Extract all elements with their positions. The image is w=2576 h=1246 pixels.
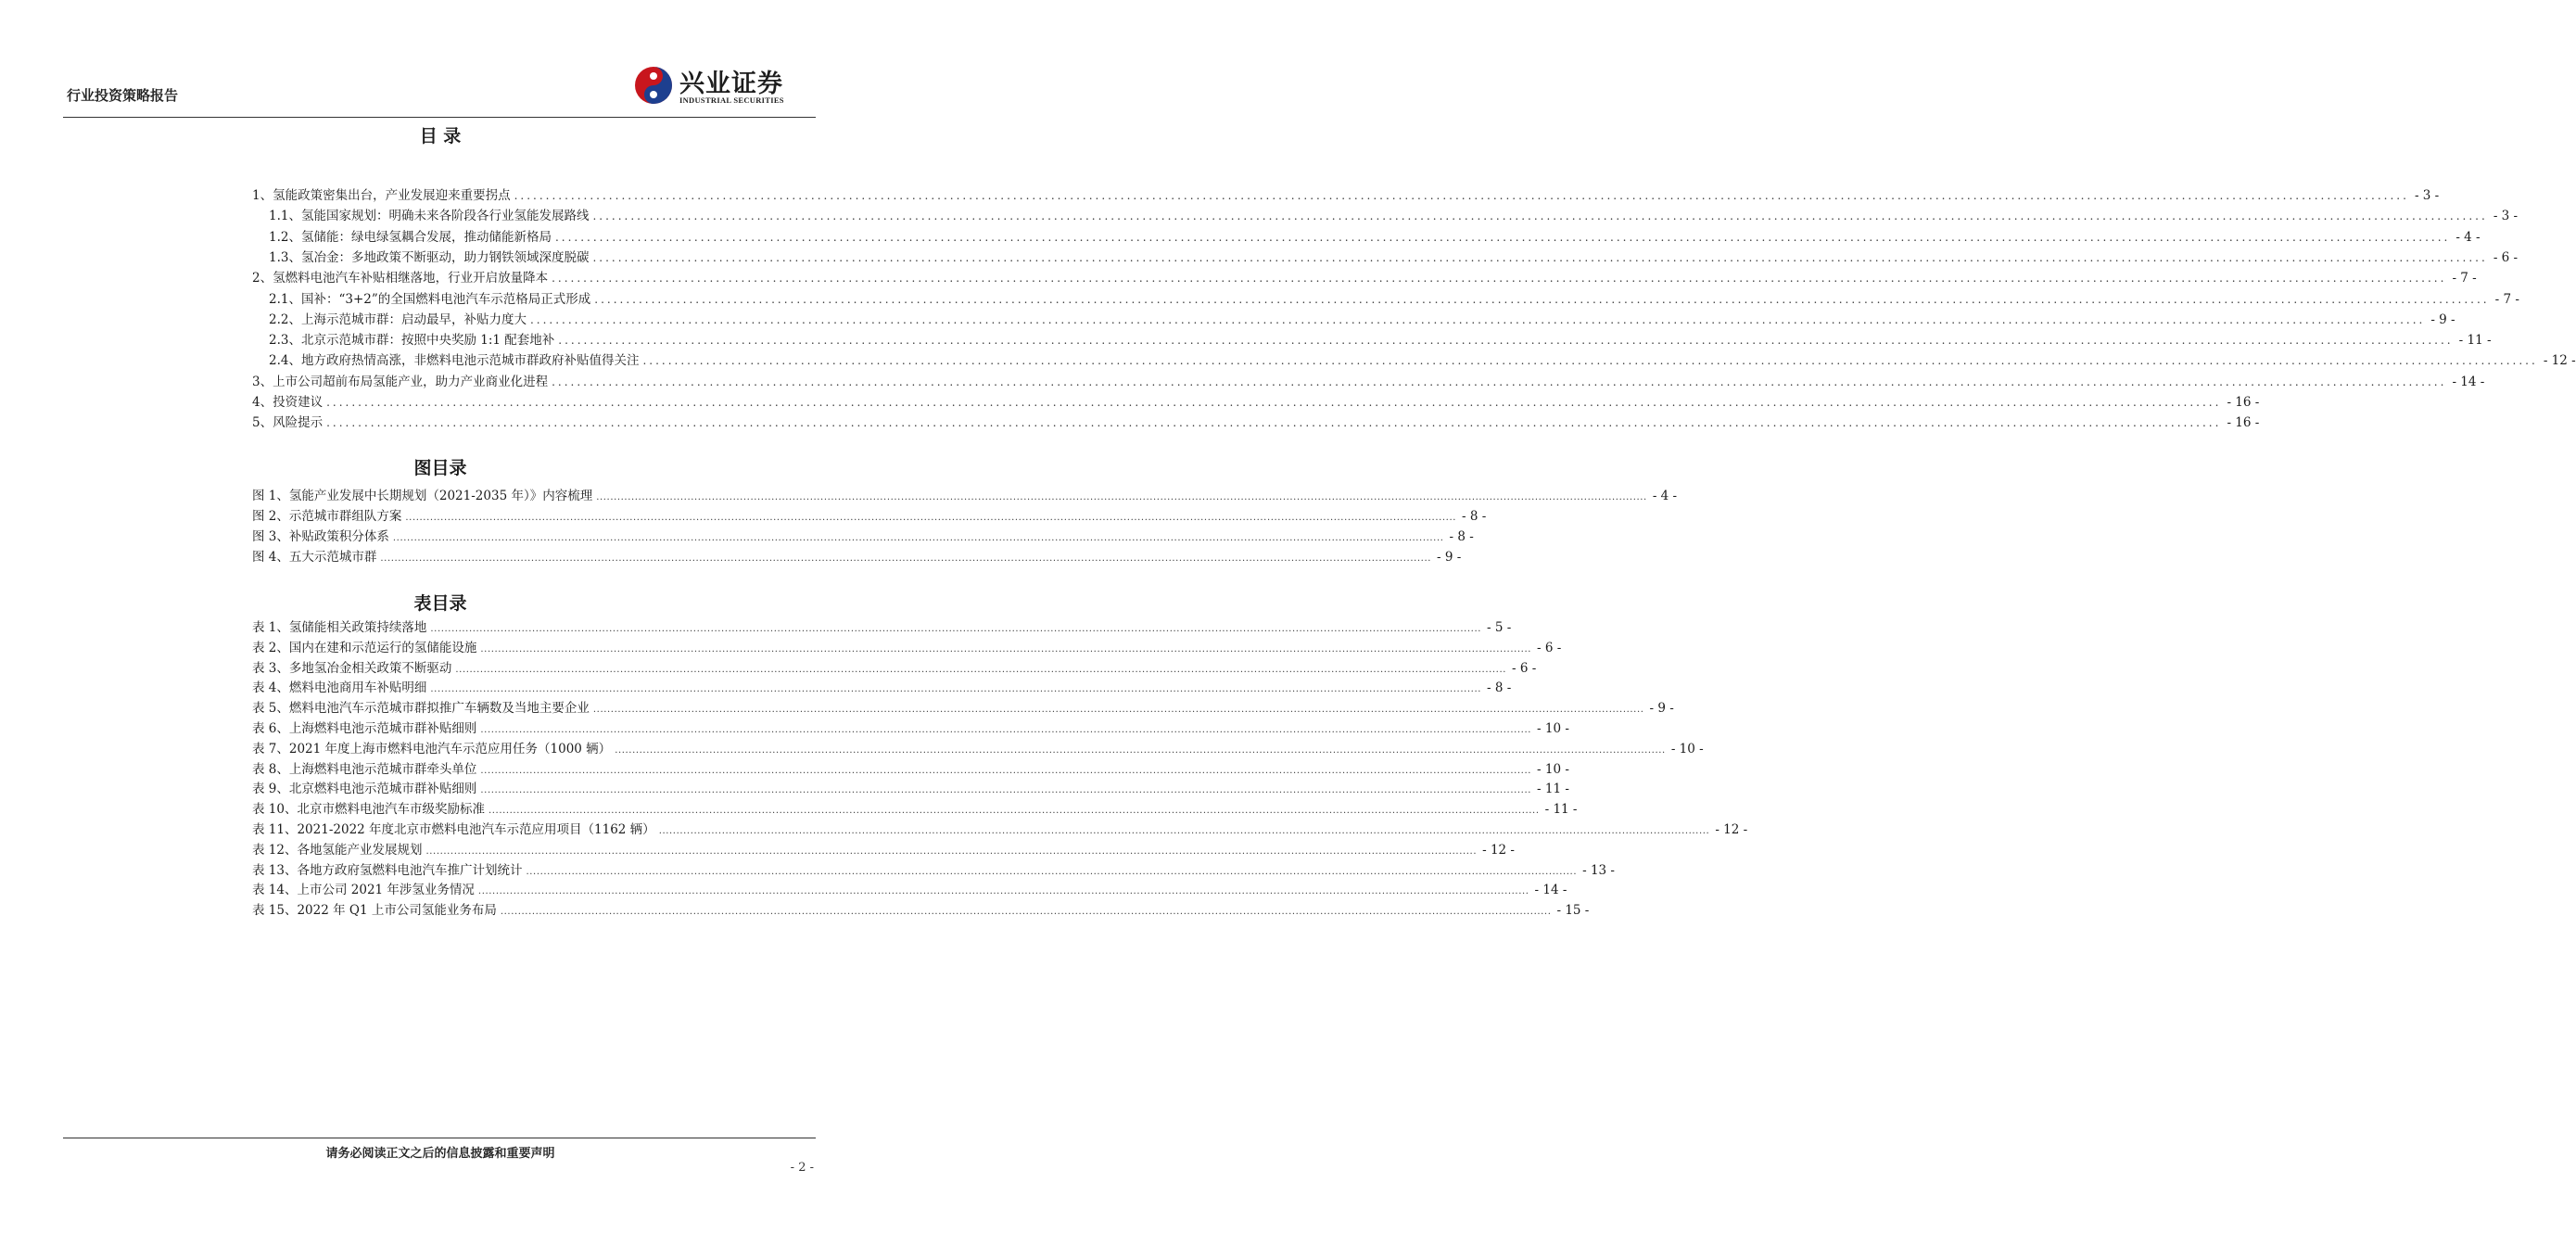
table-entry-page: - 10 -	[1670, 741, 1704, 756]
table-entry[interactable]	[252, 840, 1515, 860]
table-entry-page: - 11 -	[1544, 802, 1578, 818]
toc-entry[interactable]	[269, 227, 2481, 248]
table-entry-page: - 14 -	[1534, 883, 1567, 898]
dot-leader: ............................................................................................................................................................................................................................................................................................................	[552, 375, 2447, 388]
figure-entry[interactable]	[252, 486, 1678, 506]
figure-entry-label: 图 3、补贴政策积分体系	[252, 529, 389, 544]
dot-leader: ............................................................................................................................................................................................................................................................................................................	[380, 553, 1432, 564]
dot-leader: ............................................................................................................................................................................................................................................................................................................	[642, 354, 2538, 368]
table-entry-label: 表 4、燃料电池商用车补贴明细	[252, 680, 427, 696]
dot-leader: ............................................................................................................................................................................................................................................................................................................	[552, 272, 2447, 286]
toc-entry[interactable]	[252, 268, 2477, 288]
figure-entry-label: 图 1、氢能产业发展中长期规划（2021-2035 年）》内容梳理	[252, 489, 593, 503]
toc-entry-label: 1.3、氢冶金：多地政策不断驱动，助力钢铁领域深度脱碳	[269, 249, 590, 265]
table-entry-label: 表 15、2022 年 Q1 上市公司氢能业务布局	[252, 903, 497, 919]
table-entry-page: - 10 -	[1537, 761, 1569, 777]
table-entry-label: 表 8、上海燃料电池示范城市群牵头单位	[252, 761, 477, 777]
dot-leader: ............................................................................................................................................................................................................................................................................................................	[488, 806, 1540, 817]
table-entry[interactable]	[252, 617, 1512, 638]
toc-entry-label: 5、风险提示	[252, 415, 324, 431]
dot-leader: ............................................................................................................................................................................................................................................................................................................	[392, 533, 1444, 543]
toc-entry[interactable]	[269, 350, 2576, 371]
toc-entry[interactable]	[252, 372, 2485, 392]
table-entry-label: 表 5、燃料电池汽车示范城市群拟推广车辆数及当地主要企业	[252, 701, 590, 717]
table-entry[interactable]	[252, 739, 1704, 759]
table-entry[interactable]	[252, 880, 1567, 900]
table-entry-page: - 10 -	[1537, 721, 1569, 736]
table-entry-page: - 13 -	[1582, 862, 1615, 878]
table-entry[interactable]	[252, 779, 1569, 799]
toc-entry-label: 4、投资建议	[252, 395, 324, 410]
toc-entry[interactable]	[252, 392, 2260, 413]
dot-leader: ............................................................................................................................................................................................................................................................................................................	[480, 725, 1532, 735]
dot-leader: ............................................................................................................................................................................................................................................................................................................	[594, 292, 2490, 306]
table-entry-page: - 11 -	[1537, 782, 1569, 797]
table-entry[interactable]	[252, 718, 1569, 739]
toc-entry[interactable]	[269, 206, 2519, 226]
toc-entry-page: - 7 -	[2494, 291, 2519, 307]
toc-entry[interactable]	[269, 248, 2519, 268]
dot-leader: ............................................................................................................................................................................................................................................................................................................	[554, 230, 2451, 244]
toc-entry-page: - 9 -	[2430, 312, 2455, 327]
dot-leader: ............................................................................................................................................................................................................................................................................................................	[480, 765, 1532, 776]
dot-leader: ............................................................................................................................................................................................................................................................................................................	[326, 416, 2222, 430]
toc-entry-label: 2.1、国补：“3+2”的全国燃料电池汽车示范格局正式形成	[269, 291, 591, 307]
toc-entry-label: 1.1、氢能国家规划：明确未来各阶段各行业氢能发展路线	[269, 209, 590, 224]
toc-entry-page: - 14 -	[2452, 374, 2485, 389]
table-entry-page: - 8 -	[1487, 680, 1512, 696]
dot-leader: ............................................................................................................................................................................................................................................................................................................	[615, 744, 1666, 756]
toc-entry-label: 2、氢燃料电池汽车补贴相继落地，行业开启放量降本	[252, 271, 549, 286]
table-entry[interactable]	[252, 820, 1748, 840]
logo-chinese-name: 兴业证券	[679, 70, 783, 98]
table-entry-label: 表 2、国内在建和示范运行的氢储能设施	[252, 640, 477, 655]
table-entry[interactable]	[252, 759, 1569, 780]
table-entry[interactable]	[252, 900, 1590, 921]
table-entry-page: - 6 -	[1537, 640, 1562, 655]
header-divider	[63, 117, 816, 118]
dot-leader: ............................................................................................................................................................................................................................................................................................................	[455, 664, 1507, 675]
figure-entry[interactable]	[252, 506, 1487, 527]
footer-disclaimer: 请务必阅读正文之后的信息披露和重要声明	[325, 1147, 555, 1161]
table-entry-page: - 9 -	[1649, 701, 1674, 717]
dot-leader: ............................................................................................................................................................................................................................................................................................................	[430, 624, 1482, 634]
toc-entry-page: - 7 -	[2452, 271, 2477, 286]
dot-leader: ............................................................................................................................................................................................................................................................................................................	[500, 907, 1552, 918]
toc-entry[interactable]	[252, 185, 2440, 206]
toc-entry[interactable]	[269, 330, 2492, 350]
dot-leader: ............................................................................................................................................................................................................................................................................................................	[326, 396, 2222, 409]
figure-entry-label: 图 4、五大示范城市群	[252, 550, 377, 565]
table-entry-label: 表 1、氢储能相关政策持续落地	[252, 620, 427, 635]
dot-leader: ............................................................................................................................................................................................................................................................................................................	[592, 210, 2488, 223]
dot-leader: ............................................................................................................................................................................................................................................................................................................	[558, 334, 2454, 348]
table-entry[interactable]	[252, 658, 1537, 679]
toc-entry-label: 2.3、北京示范城市群：按照中央奖励 1:1 配套地补	[269, 333, 555, 349]
dot-leader: ............................................................................................................................................................................................................................................................................................................	[477, 886, 1529, 897]
dot-leader: ............................................................................................................................................................................................................................................................................................................	[592, 250, 2488, 264]
toc-entry-page: - 12 -	[2543, 353, 2576, 369]
logo-mark-icon	[633, 65, 674, 106]
toc-entry[interactable]	[269, 310, 2455, 330]
dot-leader: ............................................................................................................................................................................................................................................................................................................	[430, 684, 1482, 695]
table-entry-page: - 12 -	[1715, 822, 1748, 837]
table-entry-page: - 12 -	[1482, 842, 1515, 858]
figure-entry-page: - 8 -	[1462, 509, 1487, 524]
toc-entry-page: - 3 -	[2493, 209, 2519, 224]
table-entry-label: 表 3、多地氢冶金相关政策不断驱动	[252, 660, 452, 676]
dot-leader: ............................................................................................................................................................................................................................................................................................................	[405, 513, 1457, 523]
table-entry[interactable]	[252, 799, 1578, 820]
table-entry-label: 表 11、2021-2022 年度北京市燃料电池汽车示范应用项目（1162 辆）	[252, 822, 655, 837]
table-entry-label: 表 7、2021 年度上海市燃料电池汽车示范应用任务（1000 辆）	[252, 741, 612, 756]
table-entry-label: 表 6、上海燃料电池示范城市群补贴细则	[252, 721, 477, 736]
company-logo	[633, 59, 818, 111]
table-entry[interactable]	[252, 638, 1562, 658]
figure-entry-label: 图 2、示范城市群组队方案	[252, 509, 402, 524]
table-entry[interactable]	[252, 678, 1512, 698]
logo-english-name: INDUSTRIAL SECURITIES	[679, 95, 784, 105]
toc-entry-page: - 6 -	[2493, 249, 2519, 265]
toc-entry-page: - 16 -	[2227, 395, 2260, 410]
toc-entry-label: 3、上市公司超前布局氢能产业，助力产业商业化进程	[252, 374, 549, 389]
table-list-title: 表目录	[413, 593, 467, 614]
toc-entry-label: 2.4、地方政府热情高涨，非燃料电池示范城市群政府补贴值得关注	[269, 353, 640, 369]
figure-entry-page: - 9 -	[1437, 550, 1462, 565]
table-entry-label: 表 10、北京市燃料电池汽车市级奖励标准	[252, 802, 485, 818]
dot-leader: ............................................................................................................................................................................................................................................................................................................	[480, 785, 1532, 796]
toc-entry-page: - 11 -	[2458, 333, 2492, 349]
dot-leader: ............................................................................................................................................................................................................................................................................................................	[514, 189, 2409, 202]
table-entry-page: - 5 -	[1487, 620, 1512, 635]
figure-entry[interactable]	[252, 527, 1474, 547]
table-entry-page: - 6 -	[1512, 660, 1537, 676]
table-entry-label: 表 9、北京燃料电池示范城市群补贴细则	[252, 782, 477, 797]
dot-leader: ............................................................................................................................................................................................................................................................................................................	[526, 866, 1578, 877]
figure-entry-page: - 8 -	[1449, 529, 1474, 544]
table-entry-label: 表 12、各地氢能产业发展规划	[252, 842, 423, 858]
dot-leader: ............................................................................................................................................................................................................................................................................................................	[425, 846, 1478, 857]
table-entry[interactable]	[252, 698, 1674, 718]
page-number: - 2 -	[790, 1161, 814, 1175]
toc-title: 目 录	[419, 126, 462, 146]
report-type-label: 行业投资策略报告	[67, 87, 179, 104]
table-entry-page: - 15 -	[1556, 903, 1590, 919]
dot-leader: ............................................................................................................................................................................................................................................................................................................	[658, 826, 1710, 836]
figure-entry[interactable]	[252, 547, 1462, 567]
table-entry-label: 表 13、各地方政府氢燃料电池汽车推广计划统计	[252, 862, 523, 878]
toc-entry-label: 2.2、上海示范城市群：启动最早，补贴力度大	[269, 312, 527, 327]
toc-entry-page: - 16 -	[2227, 415, 2260, 431]
toc-entry-page: - 3 -	[2414, 188, 2440, 203]
toc-entry-label: 1、氢能政策密集出台，产业发展迎来重要拐点	[252, 188, 511, 203]
dot-leader: ............................................................................................................................................................................................................................................................................................................	[592, 705, 1644, 716]
dot-leader: ............................................................................................................................................................................................................................................................................................................	[596, 492, 1647, 502]
figure-list-title: 图目录	[413, 458, 467, 478]
toc-entry-page: - 4 -	[2455, 229, 2481, 245]
dot-leader: ............................................................................................................................................................................................................................................................................................................	[529, 312, 2426, 326]
toc-entry-label: 1.2、氢储能：绿电绿氢耦合发展，推动储能新格局	[269, 229, 552, 245]
toc-entry[interactable]	[252, 413, 2260, 433]
table-entry[interactable]	[252, 860, 1615, 881]
table-entry-label: 表 14、上市公司 2021 年涉氢业务情况	[252, 883, 475, 898]
figure-entry-page: - 4 -	[1652, 489, 1678, 503]
dot-leader: ............................................................................................................................................................................................................................................................................................................	[480, 643, 1532, 655]
toc-entry[interactable]	[269, 289, 2519, 310]
